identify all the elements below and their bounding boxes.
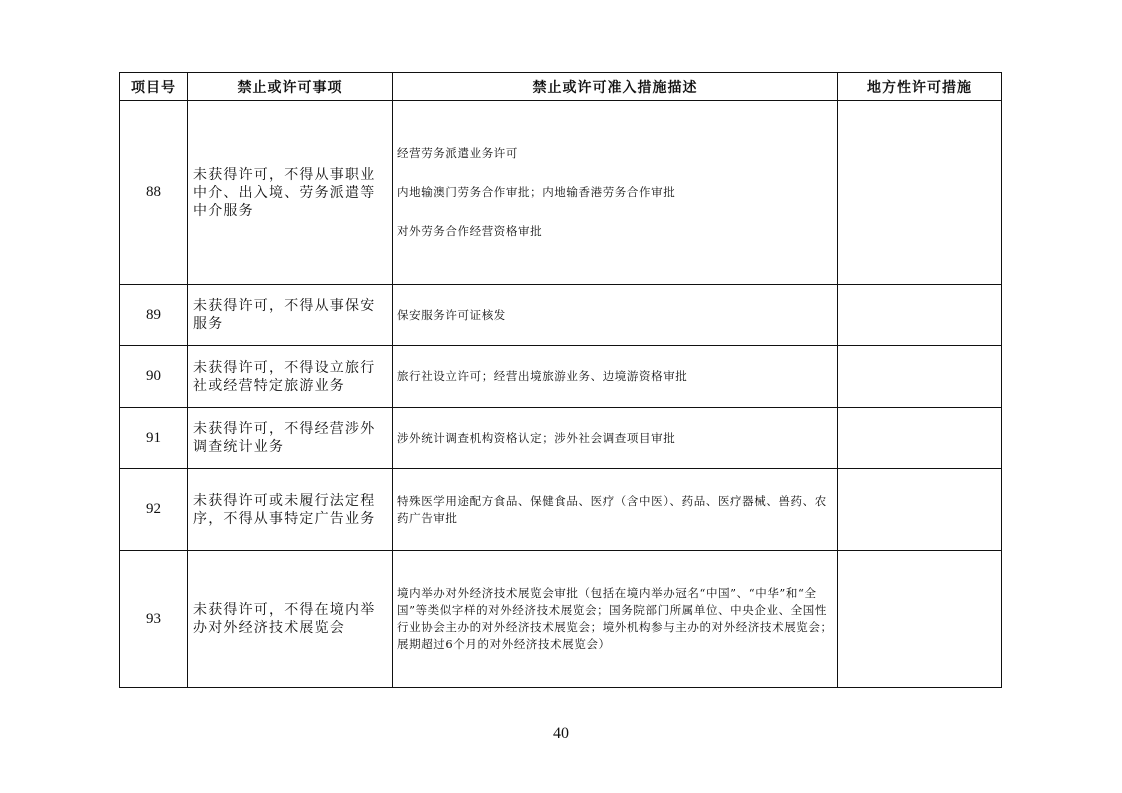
local-measures bbox=[838, 346, 1002, 408]
item-number: 91 bbox=[120, 408, 188, 469]
measure-line: 经营劳务派遣业务许可 bbox=[397, 146, 518, 160]
header-prohibition-item: 禁止或许可事项 bbox=[188, 73, 393, 101]
local-measures bbox=[838, 101, 1002, 285]
header-local-measures: 地方性许可措施 bbox=[838, 73, 1002, 101]
measure-line: 特殊医学用途配方食品、保健食品、医疗（含中医）、药品、医疗器械、兽药、农药广告审批 bbox=[397, 493, 827, 525]
header-measure-description: 禁止或许可准入措施描述 bbox=[393, 73, 838, 101]
measure-line: 境内举办对外经济技术展览会审批（包括在境内举办冠名“中国”、“中华”和“全国”等类似字样的对外经济技术展览会；国务院部门所属单位、中央企业、全国性行业协会主办的对外经济技术展览会；境外机构参与主办的对外经济技术展览会；展期超过6个月的对外经济技术展览会） bbox=[397, 586, 833, 651]
item-number: 90 bbox=[120, 346, 188, 408]
table-row bbox=[120, 101, 1002, 285]
prohibition-item: 未获得许可或未履行法定程序，不得从事特定广告业务 bbox=[188, 469, 393, 551]
local-measures bbox=[838, 551, 1002, 688]
prohibition-item: 未获得许可，不得设立旅行社或经营特定旅游业务 bbox=[188, 346, 393, 408]
item-number: 88 bbox=[120, 101, 188, 285]
item-number: 89 bbox=[120, 285, 188, 346]
item-number: 93 bbox=[120, 551, 188, 688]
measure-line: 对外劳务合作经营资格审批 bbox=[397, 224, 543, 238]
measure-description bbox=[393, 551, 838, 688]
table-header bbox=[120, 73, 1002, 101]
prohibition-item: 未获得许可，不得从事保安服务 bbox=[188, 285, 393, 346]
measure-description bbox=[393, 469, 838, 551]
table-row bbox=[120, 408, 1002, 469]
measure-line: 内地输澳门劳务合作审批；内地输香港劳务合作审批 bbox=[397, 185, 676, 199]
prohibition-item: 未获得许可，不得经营涉外调查统计业务 bbox=[188, 408, 393, 469]
page-number: 40 bbox=[553, 725, 569, 742]
prohibition-item: 未获得许可，不得从事职业中介、出入境、劳务派遣等中介服务 bbox=[188, 101, 393, 285]
local-measures bbox=[838, 408, 1002, 469]
table-row bbox=[120, 551, 1002, 688]
table-row bbox=[120, 346, 1002, 408]
local-measures bbox=[838, 469, 1002, 551]
header-item-number: 项目号 bbox=[120, 73, 188, 101]
permit-table bbox=[119, 72, 1002, 688]
measure-description bbox=[393, 101, 838, 285]
local-measures bbox=[838, 285, 1002, 346]
measure-description bbox=[393, 285, 838, 346]
table-row bbox=[120, 285, 1002, 346]
table-row bbox=[120, 469, 1002, 551]
measure-line: 保安服务许可证核发 bbox=[397, 307, 506, 322]
measure-line: 旅行社设立许可；经营出境旅游业务、边境游资格审批 bbox=[397, 369, 688, 383]
item-number: 92 bbox=[120, 469, 188, 551]
measure-line: 涉外统计调查机构资格认定；涉外社会调查项目审批 bbox=[397, 430, 676, 445]
measure-description bbox=[393, 408, 838, 469]
prohibition-item: 未获得许可，不得在境内举办对外经济技术展览会 bbox=[188, 551, 393, 688]
header-row bbox=[120, 73, 1002, 101]
measure-description bbox=[393, 346, 838, 408]
